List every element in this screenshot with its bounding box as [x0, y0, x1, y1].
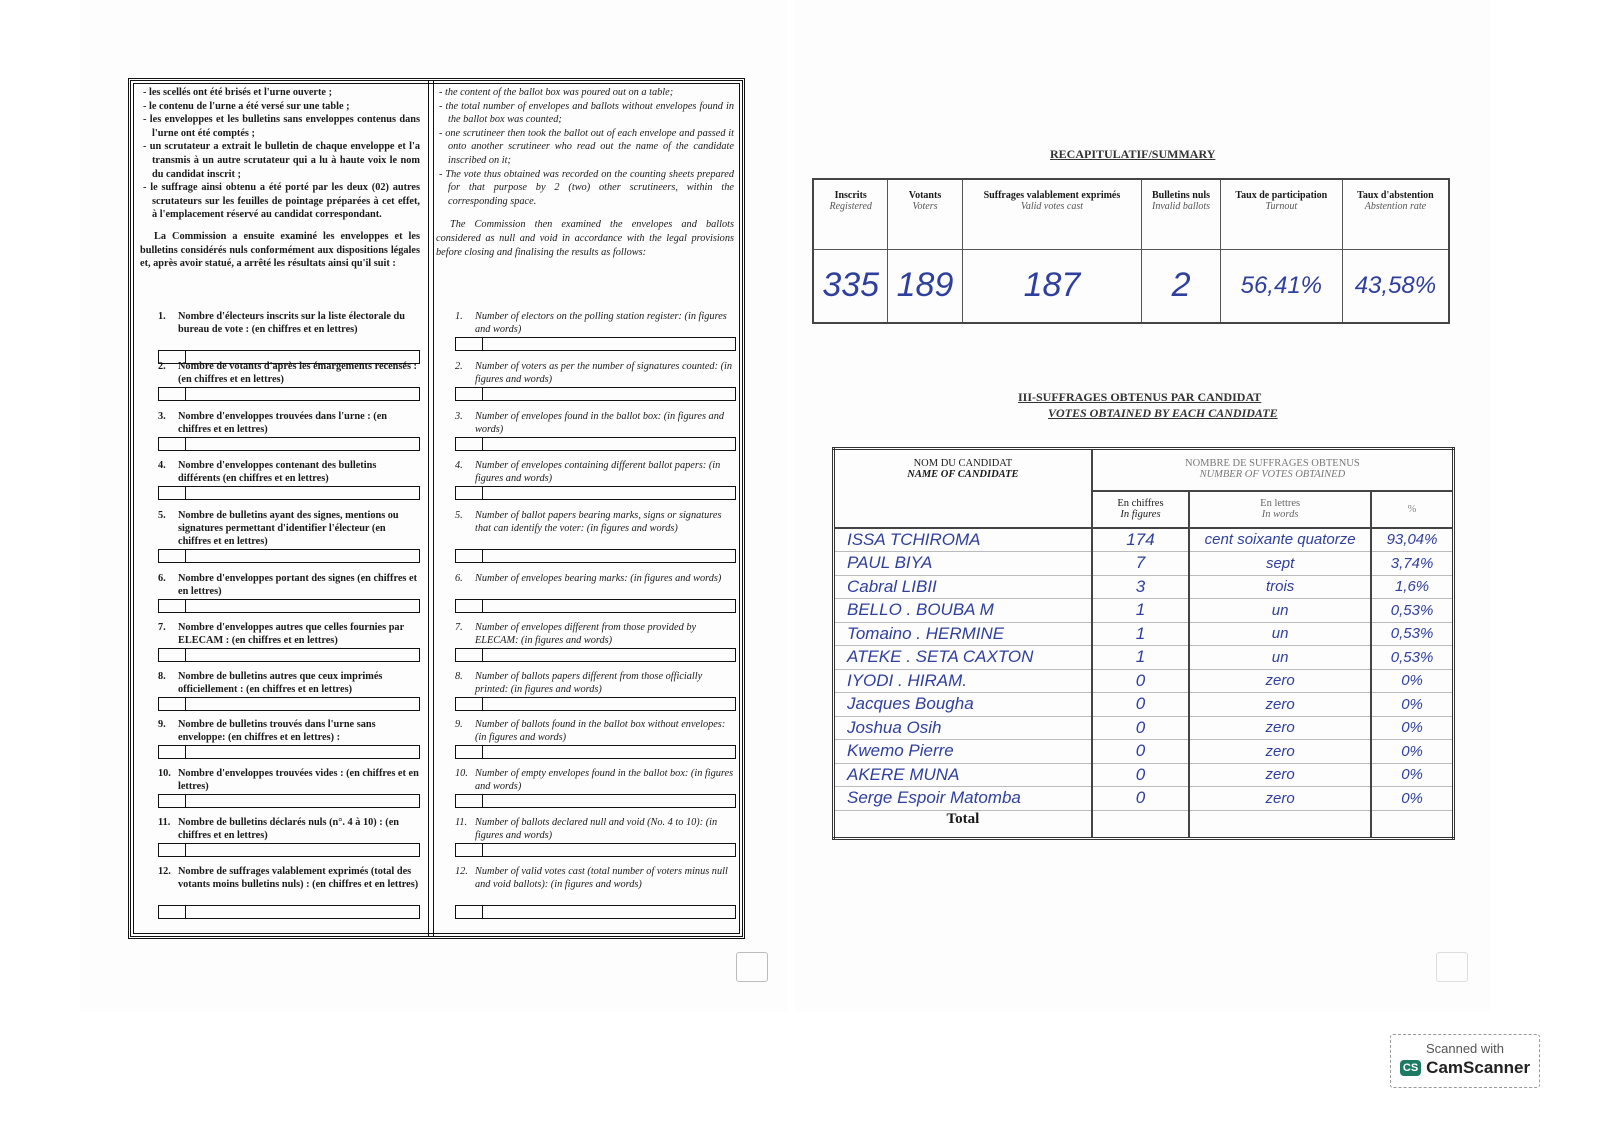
candidate-words: un: [1189, 646, 1371, 670]
candidate-pct: 0%: [1371, 669, 1453, 693]
fr-paragraph: La Commission a ensuite examiné les enveloppes et les bulletins considérés nuls conformément aux dispositions légales et, après avoir statué, a arrêté les résultats ainsi qu'il suit :: [140, 230, 420, 270]
col-votes-fr: NOMBRE DE SUFFRAGES OBTENUS: [1184, 458, 1360, 469]
total-figures: [1092, 810, 1189, 838]
item-text: Nombre d'enveloppes portant des signes (en chiffres et en lettres): [178, 573, 418, 597]
candidate-figures: 0: [1092, 763, 1189, 787]
item-text: Nombre de suffrages valablement exprimés (total des votants moins bulletins nuls) : (en chiffres et en lettres): [178, 866, 419, 890]
form-item: [158, 718, 420, 770]
candidate-words: zero: [1189, 693, 1371, 717]
candidate-figures: 7: [1092, 552, 1189, 576]
form-item: [455, 459, 736, 511]
candidate-name: Tomaino . HERMINE: [834, 622, 1092, 646]
item-text: Nombre d'enveloppes trouvées vides : (en chiffres et en lettres): [178, 768, 419, 792]
item-number: 12.: [158, 866, 171, 877]
summary-header: [1142, 179, 1221, 249]
bullet-item: - le contenu de l'urne a été versé sur une table ;: [143, 100, 350, 112]
answer-field[interactable]: [455, 843, 736, 857]
candidate-figures: 174: [1092, 528, 1189, 552]
title-fr: III-SUFFRAGES OBTENUS PAR CANDIDAT: [1018, 390, 1262, 404]
col-words-fr: En lettres: [1260, 498, 1301, 509]
form-item: [158, 360, 420, 412]
candidate-words: zero: [1189, 787, 1371, 811]
bullet-item: - one scrutineer then took the ballot out of each envelope and passed it onto another scrutineer who read out the name of the candidate inscribed on it;: [439, 127, 734, 166]
camscanner-watermark: [1390, 1034, 1540, 1088]
item-number: 10.: [455, 768, 468, 779]
form-item: [158, 410, 420, 462]
candidate-name: ATEKE . SETA CAXTON: [834, 646, 1092, 670]
answer-field[interactable]: [455, 549, 736, 563]
candidate-row: [834, 646, 1454, 670]
summary-header: [962, 179, 1142, 249]
answer-field[interactable]: [158, 486, 420, 500]
form-item: [158, 459, 420, 511]
candidate-row: [834, 599, 1454, 623]
form-item: [455, 865, 736, 917]
candidate-words: trois: [1189, 575, 1371, 599]
item-number: 9.: [158, 719, 166, 730]
form-item: [455, 767, 736, 819]
summary-title: RECAPITULATIF/SUMMARY: [1050, 147, 1216, 161]
item-number: 9.: [455, 719, 463, 730]
camscanner-logo-icon: CS: [1400, 1060, 1421, 1076]
col-votes-en: NUMBER OF VOTES OBTAINED: [1199, 469, 1346, 480]
item-text: Nombre d'enveloppes trouvées dans l'urne : (en chiffres et en lettres): [178, 411, 387, 435]
candidate-name: ISSA TCHIROMA: [834, 528, 1092, 552]
item-number: 7.: [158, 622, 166, 633]
bullet-item: - le suffrage ainsi obtenu a été porté par les deux (02) autres scrutateurs sur les feuilles de pointage préparées à cet effet, à l'emplacement réservé au candidat correspondant.: [143, 182, 420, 221]
candidates-title-en: VOTES OBTAINED BY EACH CANDIDATE: [1048, 406, 1278, 420]
candidate-pct: 0%: [1371, 716, 1453, 740]
form-item: [158, 621, 420, 673]
candidate-name: Joshua Osih: [834, 716, 1092, 740]
item-number: 4.: [455, 460, 463, 471]
item-text: Number of envelopes containing different ballot papers: (in figures and words): [475, 460, 721, 484]
item-text: Nombre de bulletins ayant des signes, mentions ou signatures permettant d'identifier l'électeur (en chiffres et en lettres): [178, 510, 399, 547]
answer-field[interactable]: [455, 905, 736, 919]
item-number: 3.: [158, 411, 166, 422]
col-figures-header: [1092, 491, 1189, 528]
header-en: Valid votes cast: [1020, 201, 1084, 212]
watermark-line1: Scanned with: [1425, 1041, 1505, 1056]
item-number: 6.: [158, 573, 166, 584]
candidate-pct: 1,6%: [1371, 575, 1453, 599]
answer-field[interactable]: [455, 599, 736, 613]
candidate-name: PAUL BIYA: [834, 552, 1092, 576]
form-item: [455, 360, 736, 412]
col-votes-header: [1092, 449, 1454, 491]
form-item: [455, 718, 736, 770]
header-fr: Inscrits: [834, 190, 867, 201]
item-number: 6.: [455, 573, 463, 584]
candidate-words: zero: [1189, 763, 1371, 787]
candidate-pct: 0,53%: [1371, 646, 1453, 670]
form-item: [455, 621, 736, 673]
candidate-row: [834, 575, 1454, 599]
form-item: [158, 865, 420, 917]
item-number: 7.: [455, 622, 463, 633]
candidate-figures: 3: [1092, 575, 1189, 599]
answer-field[interactable]: [158, 794, 420, 808]
col-name-header: [834, 449, 1092, 528]
candidate-row: [834, 716, 1454, 740]
summary-value: 187: [962, 249, 1142, 323]
item-text: Nombre d'enveloppes contenant des bulletins différents (en chiffres et en lettres): [178, 460, 377, 484]
header-fr: Bulletins nuls: [1151, 190, 1211, 201]
item-number: 8.: [455, 671, 463, 682]
item-number: 2.: [158, 361, 166, 372]
form-item: [158, 767, 420, 819]
item-number: 10.: [158, 768, 171, 779]
form-item: [455, 310, 736, 362]
answer-field[interactable]: [455, 486, 736, 500]
candidate-figures: 0: [1092, 787, 1189, 811]
col-words-header: [1189, 491, 1371, 528]
candidate-row: [834, 552, 1454, 576]
item-text: Number of envelopes different from those provided by ELECAM: (in figures and words): [475, 622, 697, 646]
item-text: Number of ballots found in the ballot box without envelopes: (in figures and words): [475, 719, 726, 743]
item-text: Nombre de bulletins autres que ceux imprimés officiellement : (en chiffres et en lettres): [178, 671, 383, 695]
fr-intro: [140, 86, 420, 271]
candidate-figures: 0: [1092, 693, 1189, 717]
candidate-words: cent soixante quatorze: [1189, 528, 1371, 552]
item-number: 12.: [455, 866, 468, 877]
column-divider: [428, 80, 434, 936]
form-item: [455, 410, 736, 462]
item-text: Nombre de bulletins trouvés dans l'urne sans enveloppe: (en chiffres et en lettres) :: [178, 719, 376, 743]
page-number-box-left: [736, 952, 768, 982]
answer-field[interactable]: [455, 697, 736, 711]
summary-header: [1220, 179, 1342, 249]
item-text: Nombre d'électeurs inscrits sur la liste électorale du bureau de vote : (en chiffres et en lettres): [178, 311, 405, 335]
header-en: Voters: [912, 201, 938, 212]
item-text: Number of empty envelopes found in the ballot box: (in figures and words): [475, 768, 734, 792]
summary-value: 335: [813, 249, 888, 323]
answer-field[interactable]: [455, 794, 736, 808]
col-pct-header: %: [1371, 491, 1453, 528]
total-pct: [1371, 810, 1453, 838]
form-item: [158, 816, 420, 868]
answer-field[interactable]: [455, 437, 736, 451]
candidate-row: [834, 740, 1454, 764]
answer-field[interactable]: [455, 387, 736, 401]
item-number: 5.: [455, 510, 463, 521]
candidate-pct: 0%: [1371, 693, 1453, 717]
header-en: Invalid ballots: [1152, 201, 1211, 212]
answer-field[interactable]: [158, 549, 420, 563]
answer-field[interactable]: [455, 648, 736, 662]
bullet-item: - the total number of envelopes and ballots without envelopes found in the ballot box was counted;: [439, 100, 734, 126]
item-text: Number of electors on the polling station register: (in figures and words): [475, 311, 727, 335]
candidate-words: zero: [1189, 740, 1371, 764]
form-item: [158, 572, 420, 624]
item-number: 3.: [455, 411, 463, 422]
bullet-item: - the content of the ballot box was poured out on a table;: [439, 87, 674, 98]
header-en: Turnout: [1265, 201, 1298, 212]
col-name-en: NAME OF CANDIDATE: [907, 469, 1019, 480]
candidate-name: Kwemo Pierre: [834, 740, 1092, 764]
item-number: 4.: [158, 460, 166, 471]
bullet-item: - un scrutateur a extrait le bulletin de chaque enveloppe et l'a transmis à un autre scrutateur qui a lu à haute voix le nom du candidat inscrit ;: [143, 141, 420, 180]
candidate-row: [834, 669, 1454, 693]
summary-value: 2: [1142, 249, 1221, 323]
summary-header: [888, 179, 962, 249]
candidate-name: Cabral LIBII: [834, 575, 1092, 599]
candidates-title-fr: [1018, 390, 1261, 405]
summary-value: 56,41%: [1220, 249, 1342, 323]
candidate-figures: 1: [1092, 646, 1189, 670]
en-paragraph: The Commission then examined the envelopes and ballots considered as null and void in accordance with the legal provisions before closing and finalising the results as follows:: [436, 219, 734, 258]
col-fig-en: In figures: [1120, 509, 1161, 520]
page-number-box-right: [1436, 952, 1468, 982]
header-en: Registered: [829, 201, 872, 212]
item-number: 11.: [158, 817, 171, 828]
candidate-name: IYODI . HIRAM.: [834, 669, 1092, 693]
form-item: [158, 310, 420, 362]
candidates-table: [832, 447, 1455, 840]
item-number: 5.: [158, 510, 166, 521]
candidate-figures: 1: [1092, 599, 1189, 623]
candidate-name: BELLO . BOUBA M: [834, 599, 1092, 623]
summary-value: 43,58%: [1342, 249, 1449, 323]
header-fr: Taux de participation: [1235, 190, 1328, 201]
candidate-pct: 0%: [1371, 763, 1453, 787]
form-item: [158, 670, 420, 722]
bullet-item: - The vote thus obtained was recorded on the counting sheets prepared for that purpose by 2 (two) other scrutineers, within the corresponding space.: [439, 168, 734, 207]
candidate-figures: 1: [1092, 622, 1189, 646]
bullet-item: - les scellés ont été brisés et l'urne ouverte ;: [143, 87, 333, 98]
candidate-words: zero: [1189, 716, 1371, 740]
item-text: Number of ballots papers different from those officially printed: (in figures and words): [475, 671, 703, 695]
candidate-words: un: [1189, 599, 1371, 623]
candidate-words: un: [1189, 622, 1371, 646]
candidate-figures: 0: [1092, 669, 1189, 693]
candidate-name: Jacques Bougha: [834, 693, 1092, 717]
col-words-en: In words: [1261, 509, 1299, 520]
item-number: 1.: [158, 311, 166, 322]
header-fr: Votants: [908, 190, 942, 201]
summary-header: [813, 179, 888, 249]
answer-field[interactable]: [455, 745, 736, 759]
item-text: Number of ballots declared null and void (No. 4 to 10): (in figures and words): [475, 817, 718, 841]
item-number: 1.: [455, 311, 463, 322]
item-text: Number of voters as per the number of signatures counted: (in figures and words): [475, 361, 733, 385]
form-item: [455, 572, 736, 624]
candidate-name: AKERE MUNA: [834, 763, 1092, 787]
candidate-pct: 0%: [1371, 740, 1453, 764]
summary-value: 189: [888, 249, 962, 323]
form-item: [455, 509, 736, 561]
answer-field[interactable]: [455, 337, 736, 351]
item-number: 2.: [455, 361, 463, 372]
watermark-brand: CamScanner: [1426, 1058, 1531, 1077]
header-fr: Suffrages valablement exprimés: [983, 190, 1121, 201]
candidate-pct: 0%: [1371, 787, 1453, 811]
candidate-name: Serge Espoir Matomba: [834, 787, 1092, 811]
answer-field[interactable]: [158, 387, 420, 401]
item-text: Number of envelopes bearing marks: (in figures and words): [475, 573, 722, 584]
col-name-fr: NOM DU CANDIDAT: [913, 458, 1013, 469]
candidate-pct: 3,74%: [1371, 552, 1453, 576]
form-item: [158, 509, 420, 561]
candidate-row: [834, 693, 1454, 717]
item-text: Nombre de bulletins déclarés nuls (n°. 4 à 10) : (en chiffres et en lettres): [178, 817, 400, 841]
total-words: [1189, 810, 1371, 838]
candidate-figures: 0: [1092, 740, 1189, 764]
form-item: [455, 816, 736, 868]
item-text: Number of valid votes cast (total number of voters minus null and void ballots): (in figures and words): [475, 866, 728, 890]
candidate-pct: 93,04%: [1371, 528, 1453, 552]
answer-field[interactable]: [158, 843, 420, 857]
answer-field[interactable]: [158, 745, 420, 759]
total-label: Total: [834, 810, 1092, 838]
answer-field[interactable]: [158, 905, 420, 919]
candidate-words: sept: [1189, 552, 1371, 576]
en-intro: [436, 86, 734, 259]
bullet-item: - les enveloppes et les bulletins sans enveloppes contenus dans l'urne ont été comptés ;: [143, 114, 420, 139]
candidate-figures: 0: [1092, 716, 1189, 740]
item-text: Number of ballot papers bearing marks, signs or signatures that can identify the voter: (in figures and words): [475, 510, 722, 534]
candidate-row: [834, 787, 1454, 811]
item-text: Nombre de votants d'après les émargements recensés : (en chiffres et en lettres): [178, 361, 417, 385]
answer-field[interactable]: [158, 697, 420, 711]
form-item: [455, 670, 736, 722]
answer-field[interactable]: [158, 437, 420, 451]
header-fr: Taux d'abstention: [1357, 190, 1434, 201]
item-number: 8.: [158, 671, 166, 682]
item-text: Number of envelopes found in the ballot box: (in figures and words): [475, 411, 724, 435]
summary-header: [1342, 179, 1449, 249]
col-fig-fr: En chiffres: [1117, 498, 1164, 509]
item-number: 11.: [455, 817, 468, 828]
candidate-pct: 0,53%: [1371, 599, 1453, 623]
candidate-pct: 0,53%: [1371, 622, 1453, 646]
candidate-row: [834, 528, 1454, 552]
answer-field[interactable]: [158, 648, 420, 662]
answer-field[interactable]: [158, 599, 420, 613]
candidate-row: [834, 622, 1454, 646]
candidate-words: zero: [1189, 669, 1371, 693]
candidate-row: [834, 763, 1454, 787]
item-text: Nombre d'enveloppes autres que celles fournies par ELECAM : (en chiffres et en lettres): [178, 622, 404, 646]
summary-table: [812, 178, 1450, 324]
header-en: Abstention rate: [1364, 201, 1427, 212]
